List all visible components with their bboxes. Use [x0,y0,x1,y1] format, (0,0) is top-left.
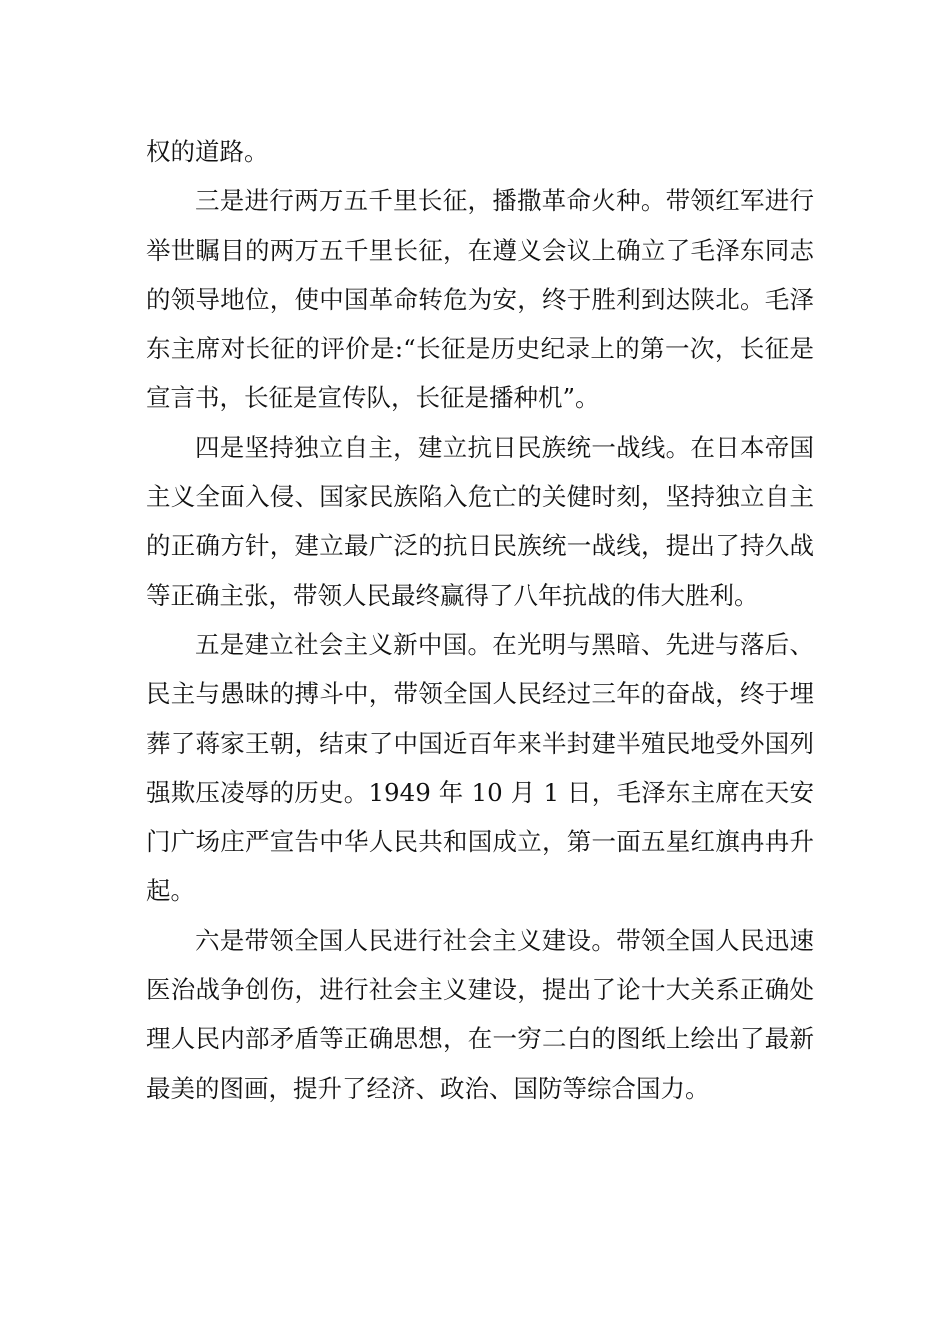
paragraph-continued: 权的道路。 [146,137,269,166]
paragraph-new-china: 五是建立社会主义新中国。在光明与黑暗、先进与落后、民主与愚昧的搏斗中，带领全国人民经过三年的奋战，终于埋葬了蒋家王朝，结束了中国近百年来半封建半殖民地受外国列强欺压凌辱的历史。1949 年 10 月 1 日，毛泽东主席在天安门广场庄严宣告中华人民共和国成立，第一面五星红旗冉冉升起。 [146,629,814,906]
document-body [146,127,814,1113]
paragraph-socialist-construction: 六是带领全国人民进行社会主义建设。带领全国人民迅速医治战争创伤，进行社会主义建设，提出了论十大关系正确处理人民内部矛盾等正确思想，在一穷二白的图纸上绘出了最新最美的图画，提升了经济、政治、国防等综合国力。 [146,925,814,1103]
paragraph-anti-japanese-front: 四是坚持独立自主，建立抗日民族统一战线。在日本帝国主义全面入侵、国家民族陷入危亡的关健时刻，坚持独立自主的正确方针，建立最广泛的抗日民族统一战线，提出了持久战等正确主张，带领人民最终赢得了八年抗战的伟大胜利。 [146,432,814,610]
paragraph-long-march: 三是进行两万五千里长征，播撒革命火种。带领红军进行举世瞩目的两万五千里长征，在遵义会议上确立了毛泽东同志的领导地位，使中国革命转危为安，终于胜利到达陕北。毛泽东主席对长征的评价是:“长征是历史纪录上的第一次，长征是宣言书，长征是宣传队，长征是播种机”。 [146,186,814,413]
